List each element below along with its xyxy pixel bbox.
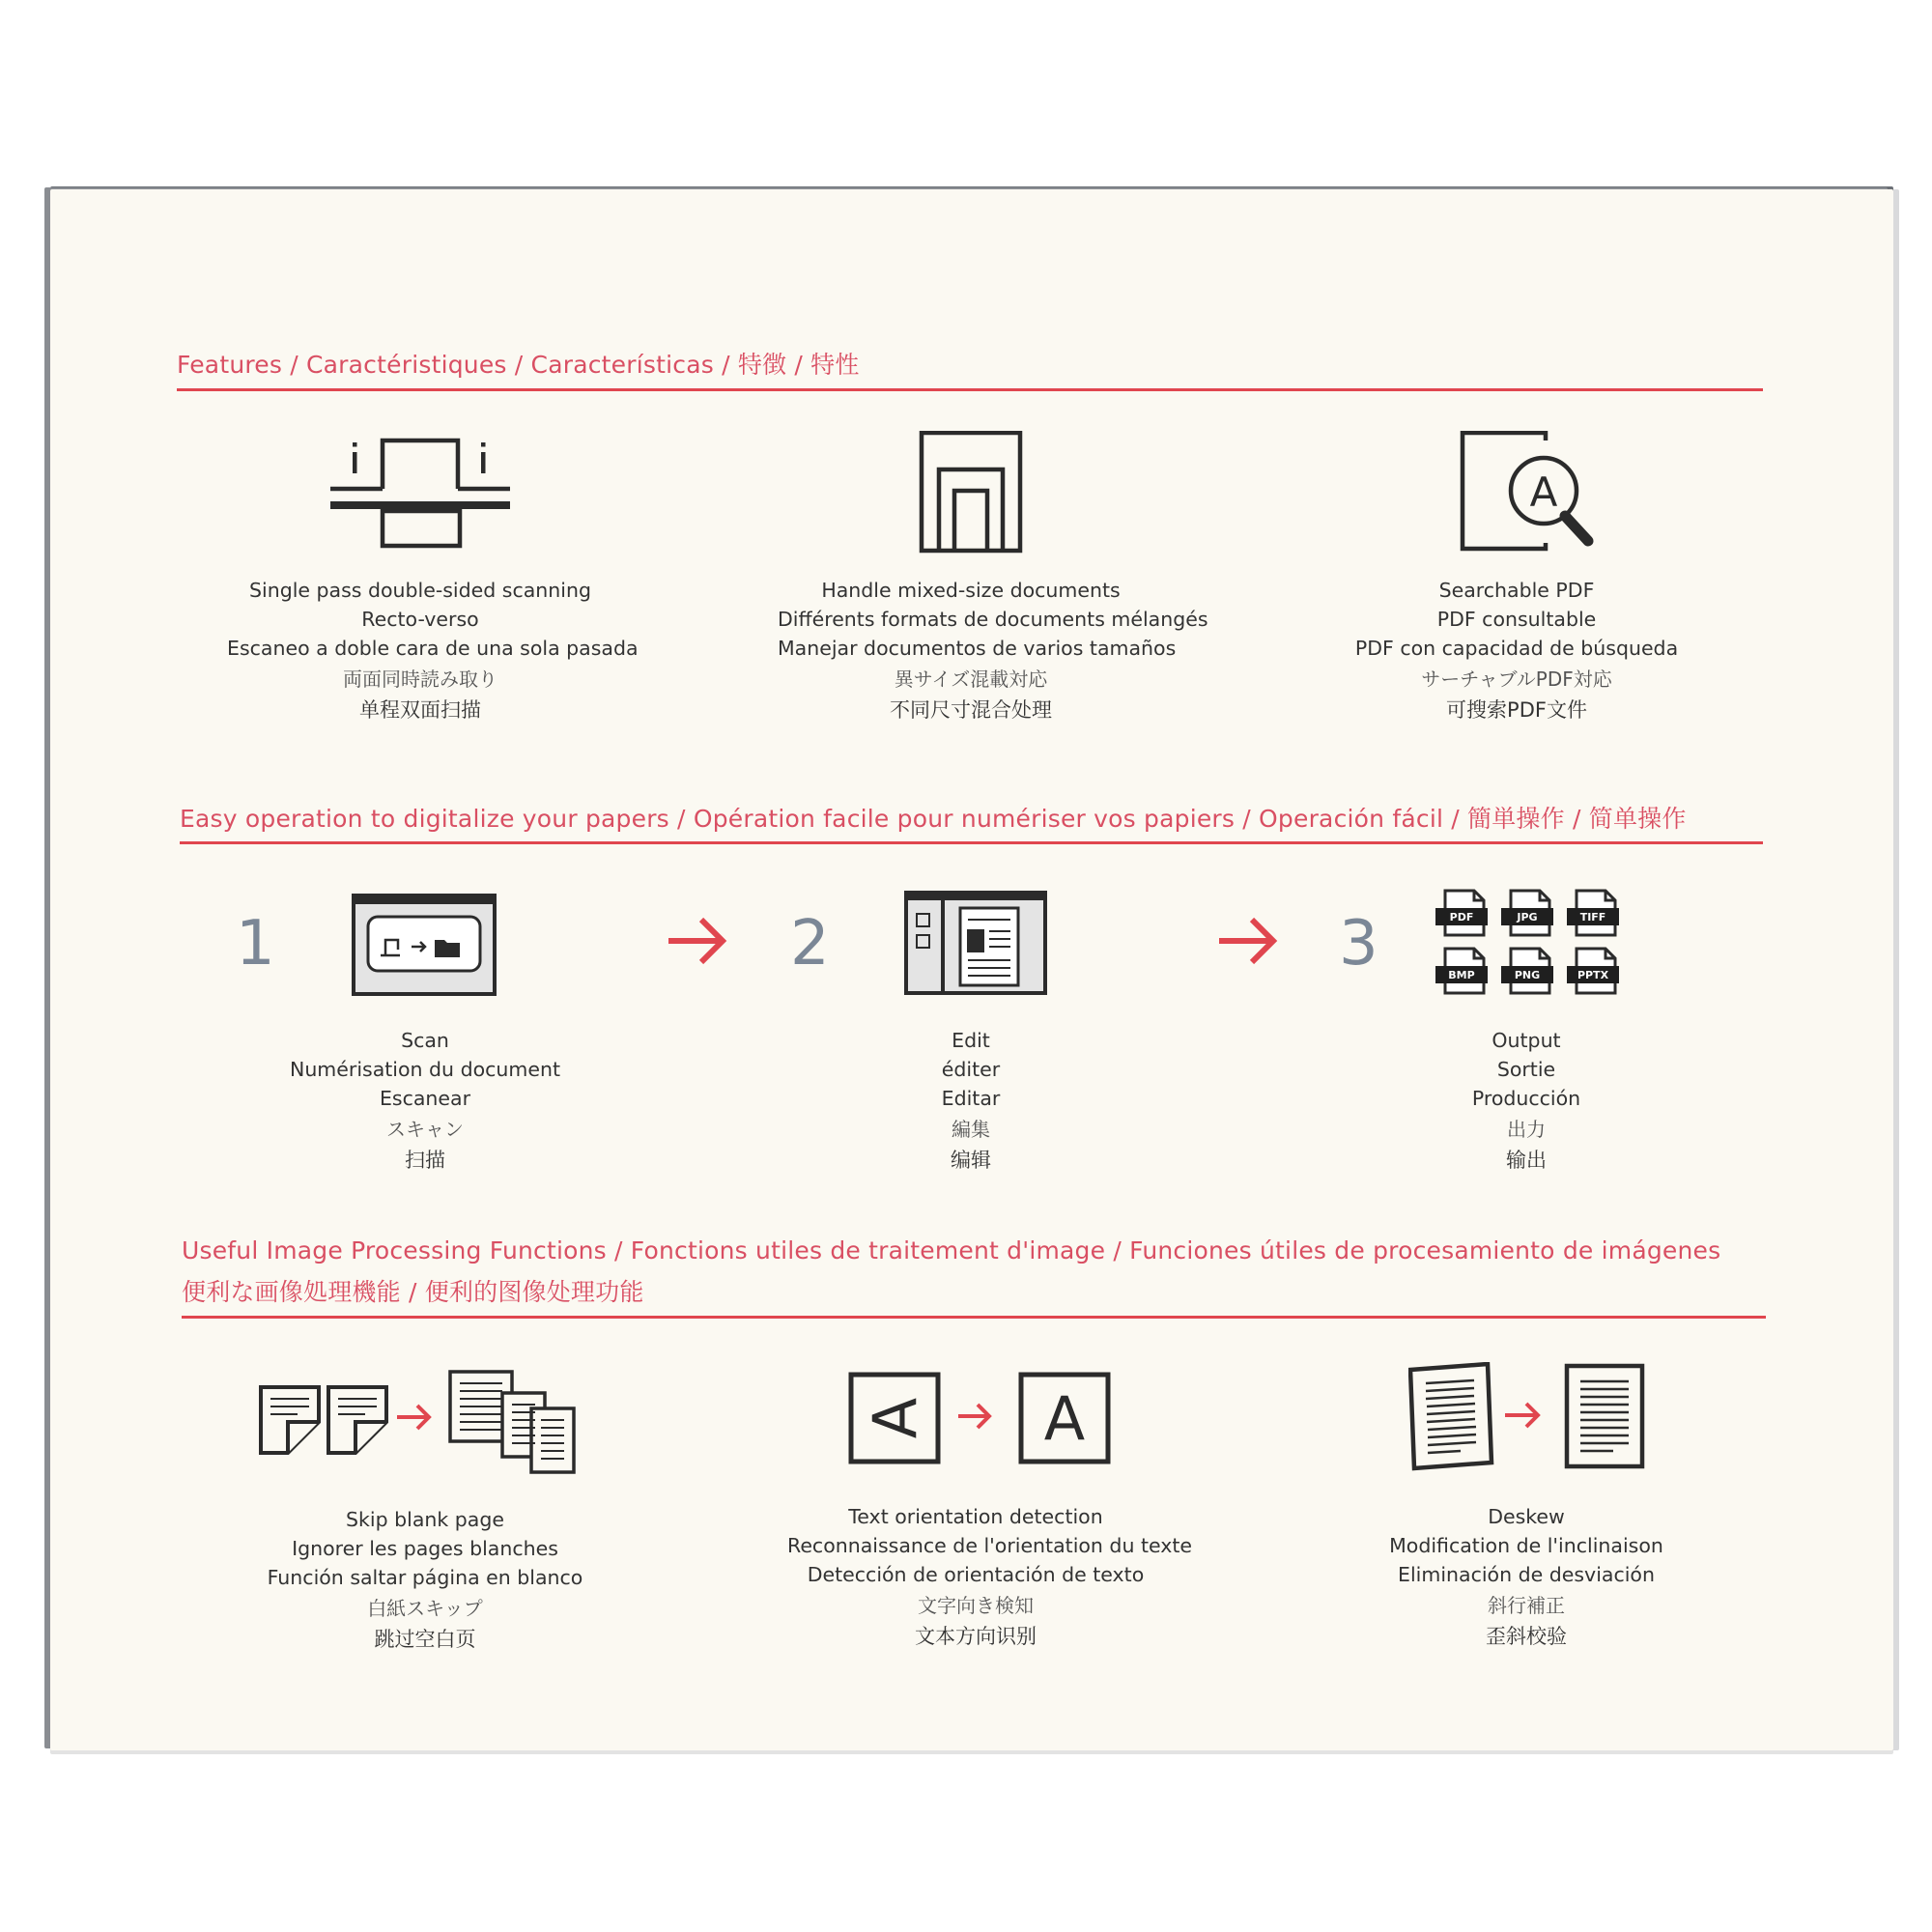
useful-functions-heading: Useful Image Processing Functions / Fonctions utiles de traitement d'image / Funciones útiles de procesamiento de imágenes xyxy=(182,1236,1721,1264)
step-output-ja: 出力 xyxy=(1507,1118,1546,1141)
feature-double-sided-fr: Recto-verso xyxy=(361,608,479,631)
step-scan-en: Scan xyxy=(401,1029,449,1052)
file-format-label: TIFF xyxy=(1579,911,1606,923)
searchable-pdf-icon xyxy=(1459,431,1594,554)
file-format-pdf-icon xyxy=(1435,891,1488,935)
function-skip-blank-fr: Ignorer les pages blanches xyxy=(292,1537,558,1560)
edit-screen-icon xyxy=(904,891,1047,995)
feature-mixed-size-ja: 異サイズ混載対応 xyxy=(894,668,1048,691)
feature-double-sided-en: Single pass double-sided scanning xyxy=(249,579,591,602)
feature-mixed-size-fr: Différents formats de documents mélangés xyxy=(778,608,1208,631)
file-format-tiff-icon xyxy=(1567,891,1619,935)
easy-operation-rule xyxy=(180,841,1763,844)
feature-mixed-size-zh: 不同尺寸混合处理 xyxy=(890,698,1052,722)
function-deskew-es: Eliminación de desviación xyxy=(1398,1563,1655,1586)
feature-mixed-size xyxy=(778,576,1208,724)
function-deskew-en: Deskew xyxy=(1488,1505,1565,1528)
step-scan-fr: Numérisation du document xyxy=(289,1058,560,1081)
feature-mixed-size-en: Handle mixed-size documents xyxy=(821,579,1121,602)
feature-searchable-pdf xyxy=(1323,576,1710,724)
text-orientation-icon xyxy=(848,1372,1115,1468)
step-scan-ja: スキャン xyxy=(386,1118,464,1141)
step-edit-zh: 编辑 xyxy=(951,1149,991,1172)
function-skip-blank-ja: 白紙スキップ xyxy=(367,1597,483,1620)
file-format-bmp-icon xyxy=(1435,949,1488,993)
function-skip-blank xyxy=(237,1505,613,1654)
skip-blank-page-icon xyxy=(259,1368,595,1476)
file-format-png-icon xyxy=(1501,949,1553,993)
file-format-label: PPTX xyxy=(1577,969,1609,981)
step-output xyxy=(1338,1026,1715,1175)
step-arrow-1-icon xyxy=(667,916,728,966)
function-deskew xyxy=(1338,1502,1715,1651)
easy-operation-heading: Easy operation to digitalize your papers / Opération facile pour numériser vos papiers / Operación fácil / 簡単操作 / 简单操作 xyxy=(180,805,1687,833)
step-edit-en: Edit xyxy=(952,1029,990,1052)
searchable-pdf-icon-letter: A xyxy=(1529,469,1558,516)
function-text-orientation-ja: 文字向き検知 xyxy=(918,1594,1034,1617)
step-2-number: 2 xyxy=(790,908,830,980)
file-format-label: JPG xyxy=(1517,911,1538,923)
function-text-orientation-es: Detección de orientación de texto xyxy=(807,1563,1145,1586)
features-heading: Features / Caractéristiques / Características / 特徴 / 特性 xyxy=(177,351,860,379)
feature-searchable-pdf-zh: 可搜索PDF文件 xyxy=(1446,698,1587,722)
file-format-jpg-icon xyxy=(1501,891,1553,935)
feature-searchable-pdf-ja: サーチャブルPDF対応 xyxy=(1421,668,1612,691)
feature-searchable-pdf-en: Searchable PDF xyxy=(1438,579,1595,602)
function-text-orientation-fr: Reconnaissance de l'orientation du texte xyxy=(787,1534,1193,1557)
step-output-es: Producción xyxy=(1471,1087,1581,1110)
function-skip-blank-es: Función saltar página en blanco xyxy=(267,1566,583,1589)
step-edit xyxy=(782,1026,1159,1175)
mixed-size-documents-icon xyxy=(918,431,1024,554)
function-text-orientation-zh: 文本方向识别 xyxy=(915,1625,1037,1648)
function-deskew-ja: 斜行補正 xyxy=(1488,1594,1565,1617)
feature-double-sided-es: Escaneo a doble cara de una sola pasada xyxy=(227,637,639,660)
step-edit-ja: 編集 xyxy=(952,1118,990,1141)
step-scan xyxy=(237,1026,613,1175)
file-format-label: PDF xyxy=(1449,911,1474,923)
useful-functions-heading-cjk: 便利な画像処理機能 / 便利的图像处理功能 xyxy=(182,1278,644,1306)
file-format-label: BMP xyxy=(1448,969,1475,981)
step-arrow-2-icon xyxy=(1217,916,1279,966)
step-edit-fr: éditer xyxy=(941,1058,1001,1081)
feature-double-sided-ja: 両面同時読み取り xyxy=(343,668,497,691)
double-sided-scanner-icon xyxy=(328,431,512,552)
step-scan-es: Escanear xyxy=(379,1087,471,1110)
scan-screen-icon xyxy=(352,894,497,996)
deskew-icon xyxy=(1408,1362,1650,1474)
useful-functions-rule xyxy=(182,1316,1766,1319)
step-output-zh: 输出 xyxy=(1506,1149,1547,1172)
feature-double-sided-zh: 单程双面扫描 xyxy=(359,698,481,722)
file-format-pptx-icon xyxy=(1567,949,1619,993)
function-skip-blank-zh: 跳过空白页 xyxy=(374,1628,476,1651)
step-3-number: 3 xyxy=(1339,908,1378,980)
function-skip-blank-en: Skip blank page xyxy=(346,1508,504,1531)
function-deskew-zh: 歪斜校验 xyxy=(1486,1625,1567,1648)
text-orientation-upright-letter: A xyxy=(1043,1383,1086,1454)
function-deskew-fr: Modification de l'inclinaison xyxy=(1389,1534,1663,1557)
step-scan-zh: 扫描 xyxy=(405,1149,445,1172)
step-output-fr: Sortie xyxy=(1496,1058,1556,1081)
output-formats-icon xyxy=(1430,887,1623,999)
feature-double-sided xyxy=(227,576,639,724)
feature-searchable-pdf-fr: PDF consultable xyxy=(1436,608,1597,631)
function-text-orientation xyxy=(787,1502,1193,1651)
text-orientation-rotated-letter: A xyxy=(860,1397,930,1439)
function-text-orientation-en: Text orientation detection xyxy=(848,1505,1103,1528)
feature-mixed-size-es: Manejar documentos de varios tamaños xyxy=(778,637,1177,660)
step-edit-es: Editar xyxy=(941,1087,1001,1110)
step-output-en: Output xyxy=(1492,1029,1561,1052)
features-rule xyxy=(177,388,1763,391)
file-format-label: PNG xyxy=(1514,969,1541,981)
step-1-number: 1 xyxy=(236,908,275,980)
feature-searchable-pdf-es: PDF con capacidad de búsqueda xyxy=(1354,637,1679,660)
